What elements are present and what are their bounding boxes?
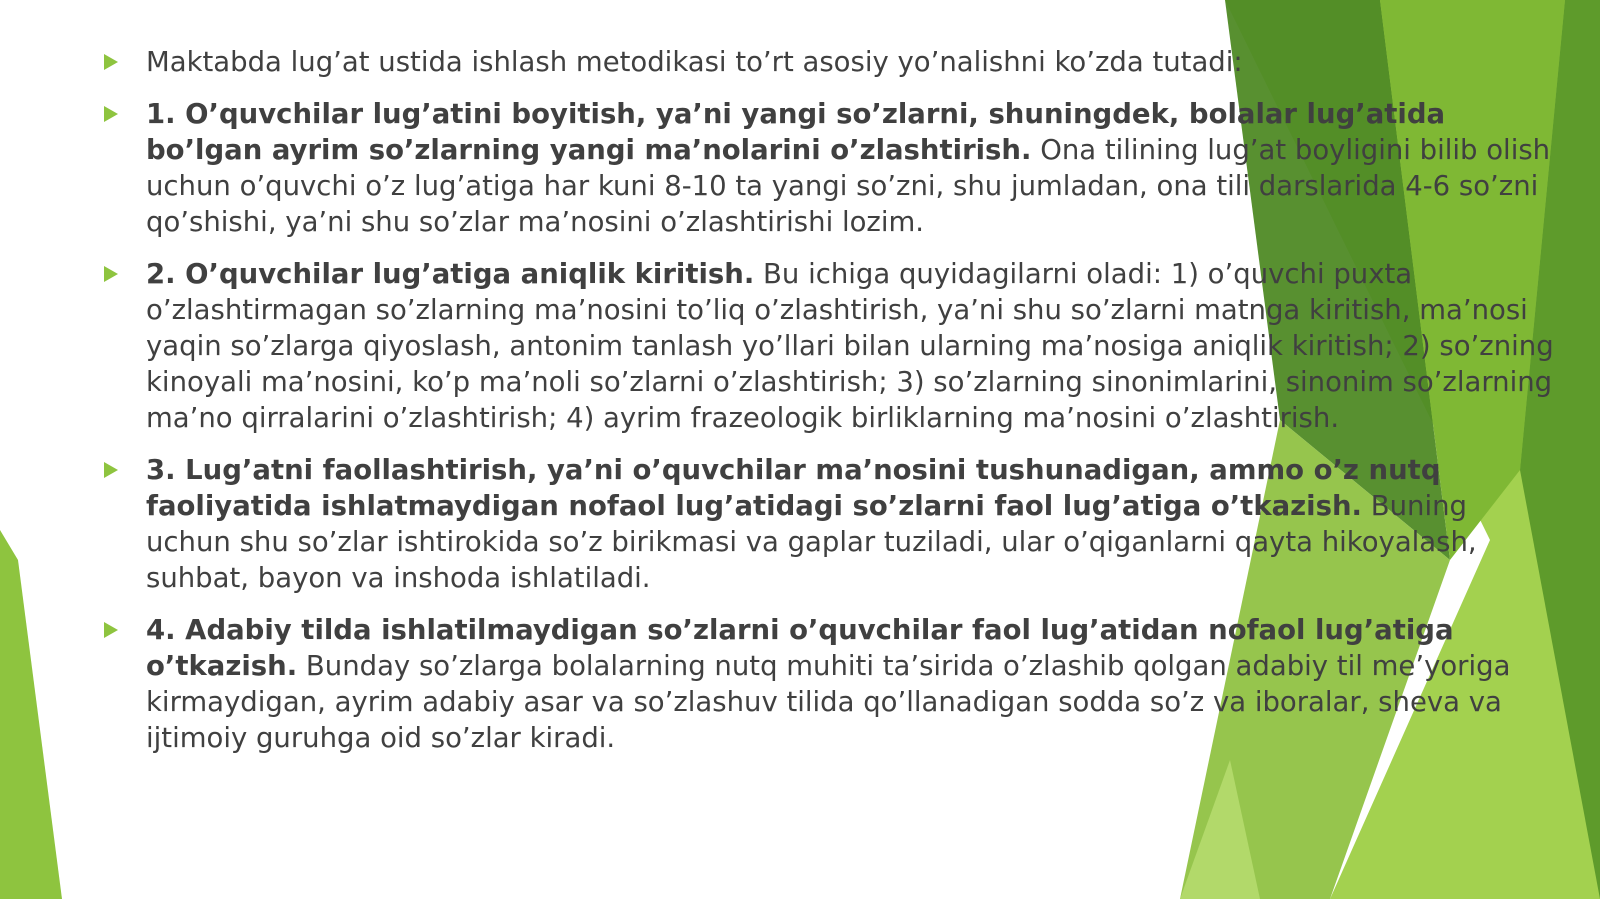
green-triangle-bullet-icon: [104, 622, 118, 638]
green-facet-left-stripe: [0, 530, 62, 899]
bullet-item-4: [98, 612, 1558, 756]
bullet-bold-text: 3. Lug’atni faollashtirish, ya’ni o’quvchilar ma’nosini tushunadigan, ammo o’z nutq faoliyatida ishlatmaydigan nofaol lug’atidagi so’zlarni faol lug’atiga o’tkazish.: [146, 454, 1441, 522]
bullet-bold-text: 1. O’quvchilar lug’atini boyitish, ya’ni yangi so’zlarni, shuningdek, bolalar lug’atida bo’lgan ayrim so’zlarning yangi ma’nolarini o’zlashtirish.: [146, 98, 1446, 166]
bullet-text: Buning uchun shu so’zlar ishtirokida so’z birikmasi va gaplar tuziladi, ular o’qiganlarni qayta hikoyalash, suhbat, bayon va inshoda ishlatiladi.: [146, 490, 1477, 594]
bullet-bold-text: 2. O’quvchilar lug’atiga aniqlik kiritish.: [146, 258, 755, 290]
bullet-item-intro: [98, 44, 1558, 80]
bullet-item-3: [98, 452, 1558, 596]
bullet-text: Bu ichiga quyidagilarni oladi: 1) o’quvchi puxta o’zlashtirmagan so’zlarning ma’nosini to’liq o’zlashtirish, ya’ni shu so’zlarni matnga kiritish, ma’nosi yaqin so’zlarga qiyoslash, antonim tanlash yo’llari bilan ularning ma’nosiga aniqlik kiritish; 2) so’zning kinoyali ma’nosini, ko’p ma’noli so’zlarni o’zlashtirish; 3) so’zlarning sinonimlarini, sinonim so’zlarning ma’no qirralarini o’zlashtirish; 4) ayrim frazeologik birliklarning ma’nosini o’zlashtirish.: [146, 258, 1554, 434]
slide-content: [98, 44, 1558, 772]
green-triangle-bullet-icon: [104, 266, 118, 282]
bullet-item-1: [98, 96, 1558, 240]
bullet-bold-text: 4. Adabiy tilda ishlatilmaydigan so’zlarni o’quvchilar faol lug’atidan nofaol lug’atiga o’tkazish.: [146, 614, 1454, 682]
bullet-text: Bunday so’zlarga bolalarning nutq muhiti ta’sirida o’zlashib qolgan adabiy til me’yoriga kirmaydigan, ayrim adabiy asar va so’zlashuv tilida qo’llanadigan sodda so’z va iboralar, sheva va ijtimoiy guruhga oid so’zlar kiradi.: [146, 650, 1511, 754]
green-triangle-bullet-icon: [104, 462, 118, 478]
bullet-text: Ona tilining lug’at boyligini bilib olish uchun o’quvchi o’z lug’atiga har kuni 8-10 ta yangi so’zni, shu jumladan, ona tili darslarida 4-6 so’zni qo’shishi, ya’ni shu so’zlar ma’nosini o’zlashtirishi lozim.: [146, 134, 1551, 238]
green-triangle-bullet-icon: [104, 54, 118, 70]
bullet-text: Maktabda lug’at ustida ishlash metodikasi to’rt asosiy yo’nalishni ko’zda tutadi:: [146, 46, 1243, 78]
bullet-item-2: [98, 256, 1558, 436]
green-triangle-bullet-icon: [104, 106, 118, 122]
